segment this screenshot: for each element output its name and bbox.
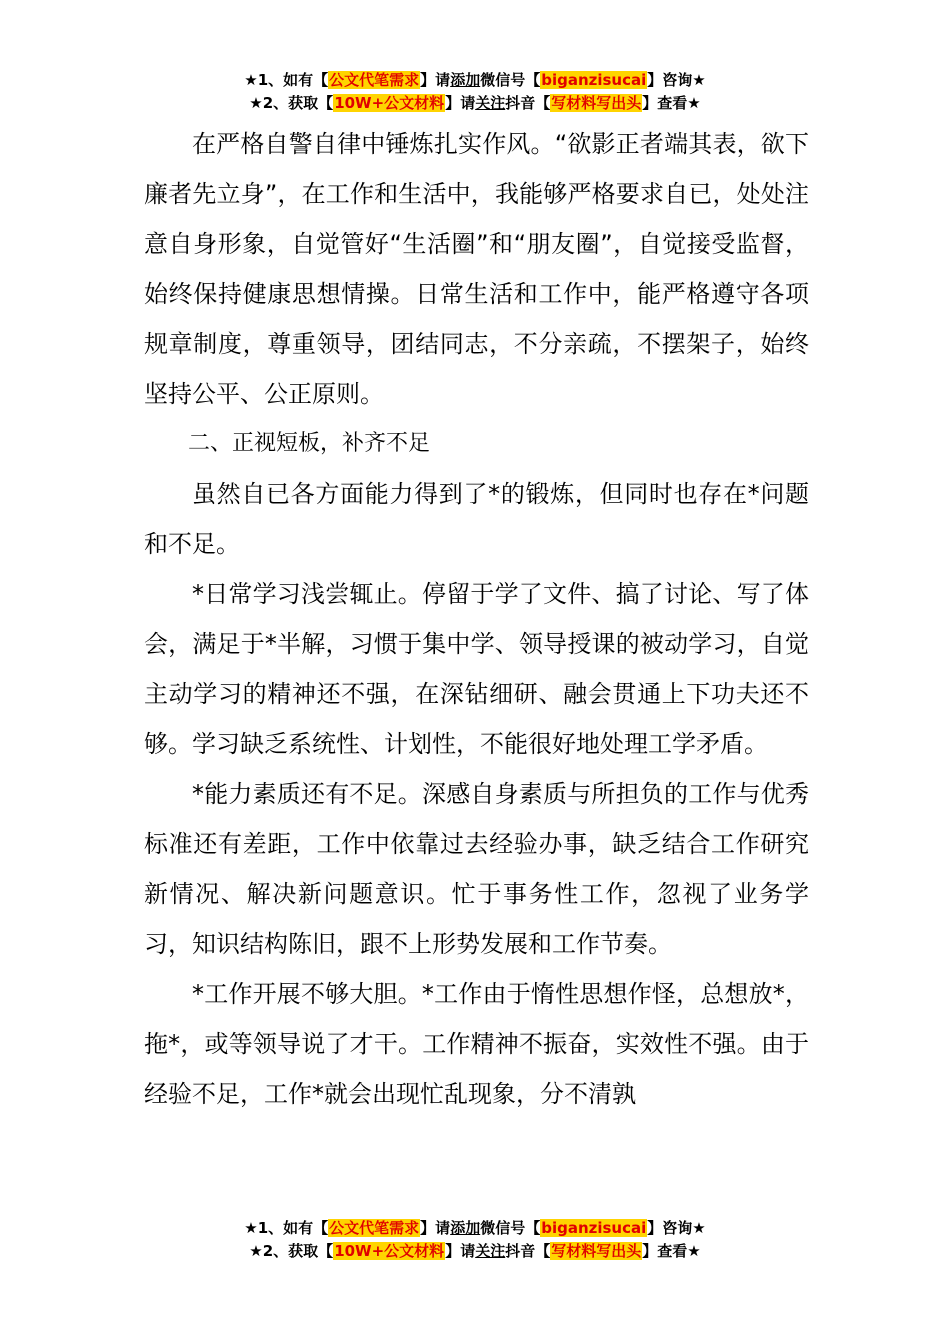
banner-text: 】查看★ bbox=[642, 94, 701, 112]
banner-line-1 bbox=[0, 1217, 950, 1240]
banner-highlight: 写材料写出头 bbox=[551, 94, 642, 112]
banner-text: ★1、如有【 bbox=[244, 1219, 329, 1237]
paragraph: 在严格自警自律中锤炼扎实作风。“欲影正者端其表，欲下廉者先立身”，在工作和生活中，我能够严格要求自已，处处注意自身形象，自觉管好“生活圈”和“朋友圈”，自觉接受监督，始终保持健康思想情操。日常生活和工作中，能严格遵守各项规章制度，尊重领导，团结同志，不分亲疏，不摆架子，始终坚持公平、公正原则。 bbox=[144, 130, 809, 408]
banner-text: 抖音【 bbox=[505, 1242, 551, 1260]
banner-highlight: 公文代笔需求 bbox=[329, 1219, 420, 1237]
banner-text: 微信号【 bbox=[480, 1219, 541, 1237]
banner-text: ★1、如有【 bbox=[244, 71, 329, 89]
banner-line-1 bbox=[0, 69, 950, 92]
banner-text: ★2、获取【 bbox=[249, 94, 334, 112]
banner-highlight: 10W+公文材料 bbox=[334, 94, 445, 112]
banner-highlight: 写材料写出头 bbox=[551, 1242, 642, 1260]
banner-line-2 bbox=[0, 92, 950, 115]
banner-text: 】咨询★ bbox=[647, 1219, 706, 1237]
banner-text: 抖音【 bbox=[505, 94, 551, 112]
banner-text: ★2、获取【 bbox=[249, 1242, 334, 1260]
footer-banner bbox=[0, 1217, 950, 1263]
banner-text: 】请 bbox=[420, 71, 451, 89]
banner-highlight: 公文代笔需求 bbox=[329, 71, 420, 89]
banner-text: 】请 bbox=[445, 1242, 476, 1260]
banner-emphasis: 关注 bbox=[475, 94, 506, 112]
header-banner bbox=[0, 69, 950, 115]
banner-text: 】请 bbox=[445, 94, 476, 112]
banner-highlight: 10W+公文材料 bbox=[334, 1242, 445, 1260]
banner-text: 】咨询★ bbox=[647, 71, 706, 89]
banner-highlight: biganzisucai bbox=[541, 1219, 647, 1237]
document-body bbox=[144, 119, 809, 1119]
paragraph: *能力素质还有不足。深感自身素质与所担负的工作与优秀标准还有差距，工作中依靠过去经验办事，缺乏结合工作研究新情况、解决新问题意识。忙于事务性工作，忽视了业务学习，知识结构陈旧，跟不上形势发展和工作节奏。 bbox=[144, 780, 809, 958]
paragraph: *日常学习浅尝辄止。停留于学了文件、搞了讨论、写了体会，满足于*半解，习惯于集中学、领导授课的被动学习，自觉主动学习的精神还不强，在深钻细研、融会贯通上下功夫还不够。学习缺乏系统性、计划性，不能很好地处理工学矛盾。 bbox=[144, 580, 809, 758]
banner-text: 微信号【 bbox=[480, 71, 541, 89]
banner-text: 】查看★ bbox=[642, 1242, 701, 1260]
banner-emphasis: 添加 bbox=[450, 1219, 481, 1237]
paragraph: *工作开展不够大胆。*工作由于惰性思想作怪，总想放*，拖*，或等领导说了才干。工作精神不振奋，实效性不强。由于经验不足，工作*就会出现忙乱现象，分不清孰 bbox=[144, 980, 809, 1108]
banner-emphasis: 添加 bbox=[450, 71, 481, 89]
paragraph: 虽然自已各方面能力得到了*的锻炼，但同时也存在*问题和不足。 bbox=[144, 480, 809, 558]
banner-line-2 bbox=[0, 1240, 950, 1263]
banner-text: 】请 bbox=[420, 1219, 451, 1237]
section-heading: 二、正视短板，补齐不足 bbox=[188, 431, 431, 456]
banner-emphasis: 关注 bbox=[475, 1242, 506, 1260]
banner-highlight: biganzisucai bbox=[541, 71, 647, 89]
